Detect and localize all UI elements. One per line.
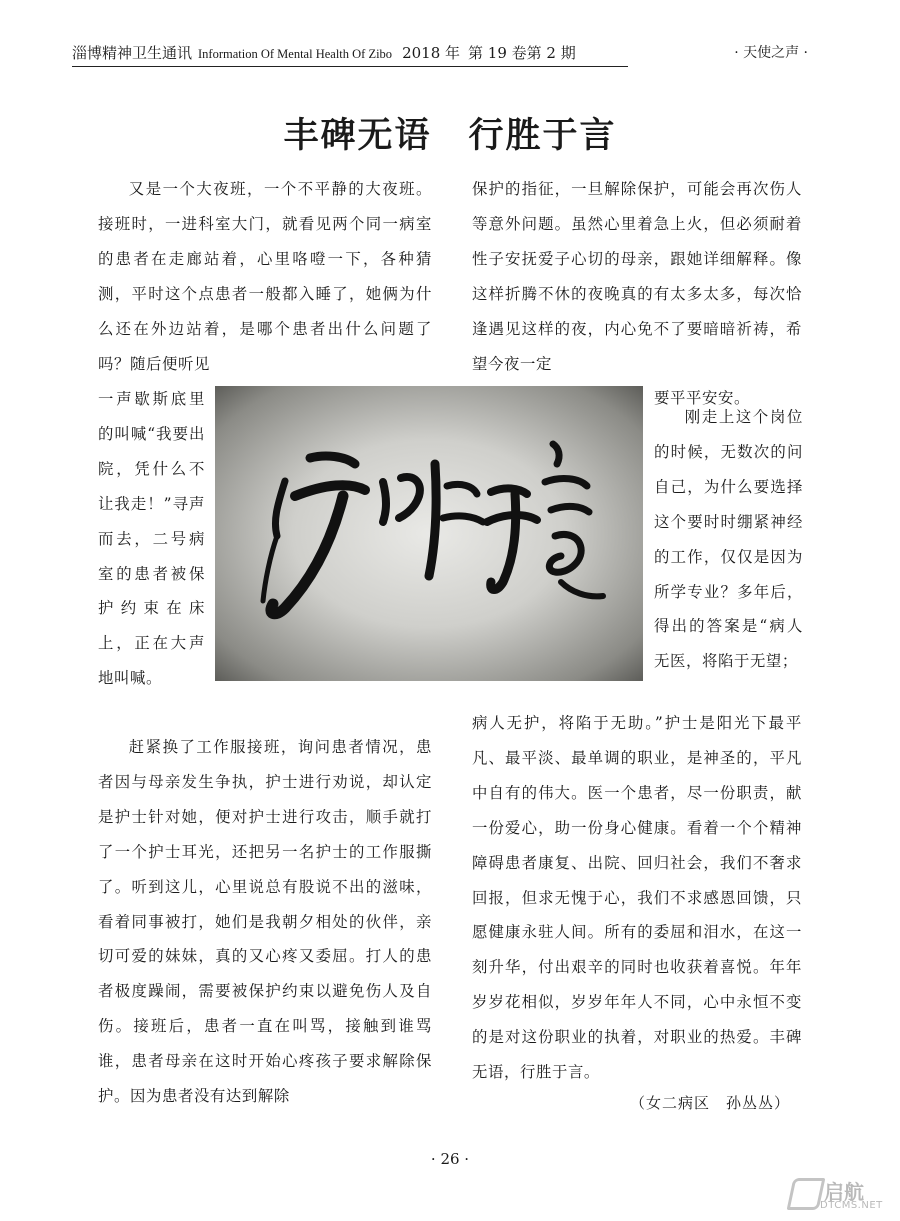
column-left-top [98,172,432,381]
column-left-wrap [98,382,205,696]
journal-title-cn: 淄博精神卫生通讯 [72,44,193,62]
running-header [72,40,628,67]
journal-title-en: Information Of Mental Health Of Zibo [198,47,393,61]
paragraph: 刚走上这个岗位的时候，无数次的问自己，为什么要选择这个要时时绷紧神经的工作，仅仅是因为所学专业？多年后，得出的答案是“病人无医，将陷于无望； [654,408,803,671]
paragraph: 病人无护，将陷于无助。”护士是阳光下最平凡、最平淡、最单调的职业，是神圣的，平凡中自有的伟大。医一个患者，尽一份职责，献一份爱心，助一份身心健康。看着一个个精神障碍患者康复、出院、回归社会，我们不奢求回报，但求无愧于心，我们不求感恩回馈，只愿健康永驻人间。所有的委屈和泪水，在这一刻升华，付出艰辛的同时也收获着喜悦。年年岁岁花相似，岁岁年年人不同，心中永恒不变的是对这份职业的执着，对职业的热爱。丰碑无语，行胜于言。 [472,714,802,1082]
watermark [790,1178,882,1212]
paragraph: 要平平安安。 [654,389,750,408]
column-right-bottom [472,706,802,1090]
author-byline: （女二病区 孙丛丛） [630,1094,791,1112]
column-right-top [472,172,802,416]
article-title: 丰碑无语 行胜于言 [283,116,617,156]
journal-issue: 第 2 期 [526,44,576,62]
column-right-wrap [654,400,803,679]
paragraph: 一声歇斯底里的叫喊“我要出院，凭什么不让我走！”寻声而去，二号病室的患者被保护约束在床上，正在大声地叫喊。 [98,390,205,688]
paragraph: 又是一个大夜班，一个不平静的大夜班。接班时，一进科室大门，就看见两个同一病室的患者在走廊站着，心里咯噔一下，各种猜测，平时这个点患者一般都入睡了，她俩为什么还在外边站着，是哪个患者出什么问题了吗？随后便听见 [98,180,432,373]
journal-volume: 第 19 卷 [468,44,527,62]
section-label: · 天使之声 · [734,45,808,61]
calligraphy-brush-icon [215,386,643,681]
journal-year: 2018 年 [402,44,461,62]
watermark-text: 启航 [824,1180,864,1204]
paragraph: 保护的指征，一旦解除保护，可能会再次伤人等意外问题。虽然心里着急上火，但必须耐着性子安抚爱子心切的母亲，跟她详细解释。像这样折腾不休的夜晚真的有太多太多，每次恰逢遇见这样的夜，内心免不了要暗暗祈祷，希望今夜一定 [472,180,802,373]
calligraphy-image [215,386,643,681]
paragraph: 赶紧换了工作服接班，询问患者情况，患者因与母亲发生争执，护士进行劝说，却认定是护士针对她，便对护士进行攻击，顺手就打了一个护士耳光，还把另一名护士的工作服撕了。听到这儿，心里说总有股说不出的滋味，看着同事被打，她们是我朝夕相处的伙伴，亲切可爱的妹妹，真的又心疼又委屈。打人的患者极度躁闹，需要被保护约束以避免伤人及自伤。接班后，患者一直在叫骂，接触到谁骂谁，患者母亲在这时开始心疼孩子要求解除保护。因为患者没有达到解除 [98,738,432,1106]
watermark-url: DTCMS.NET [820,1200,883,1211]
page-number: · 26 · [430,1150,470,1168]
column-left-bottom [98,730,432,1114]
